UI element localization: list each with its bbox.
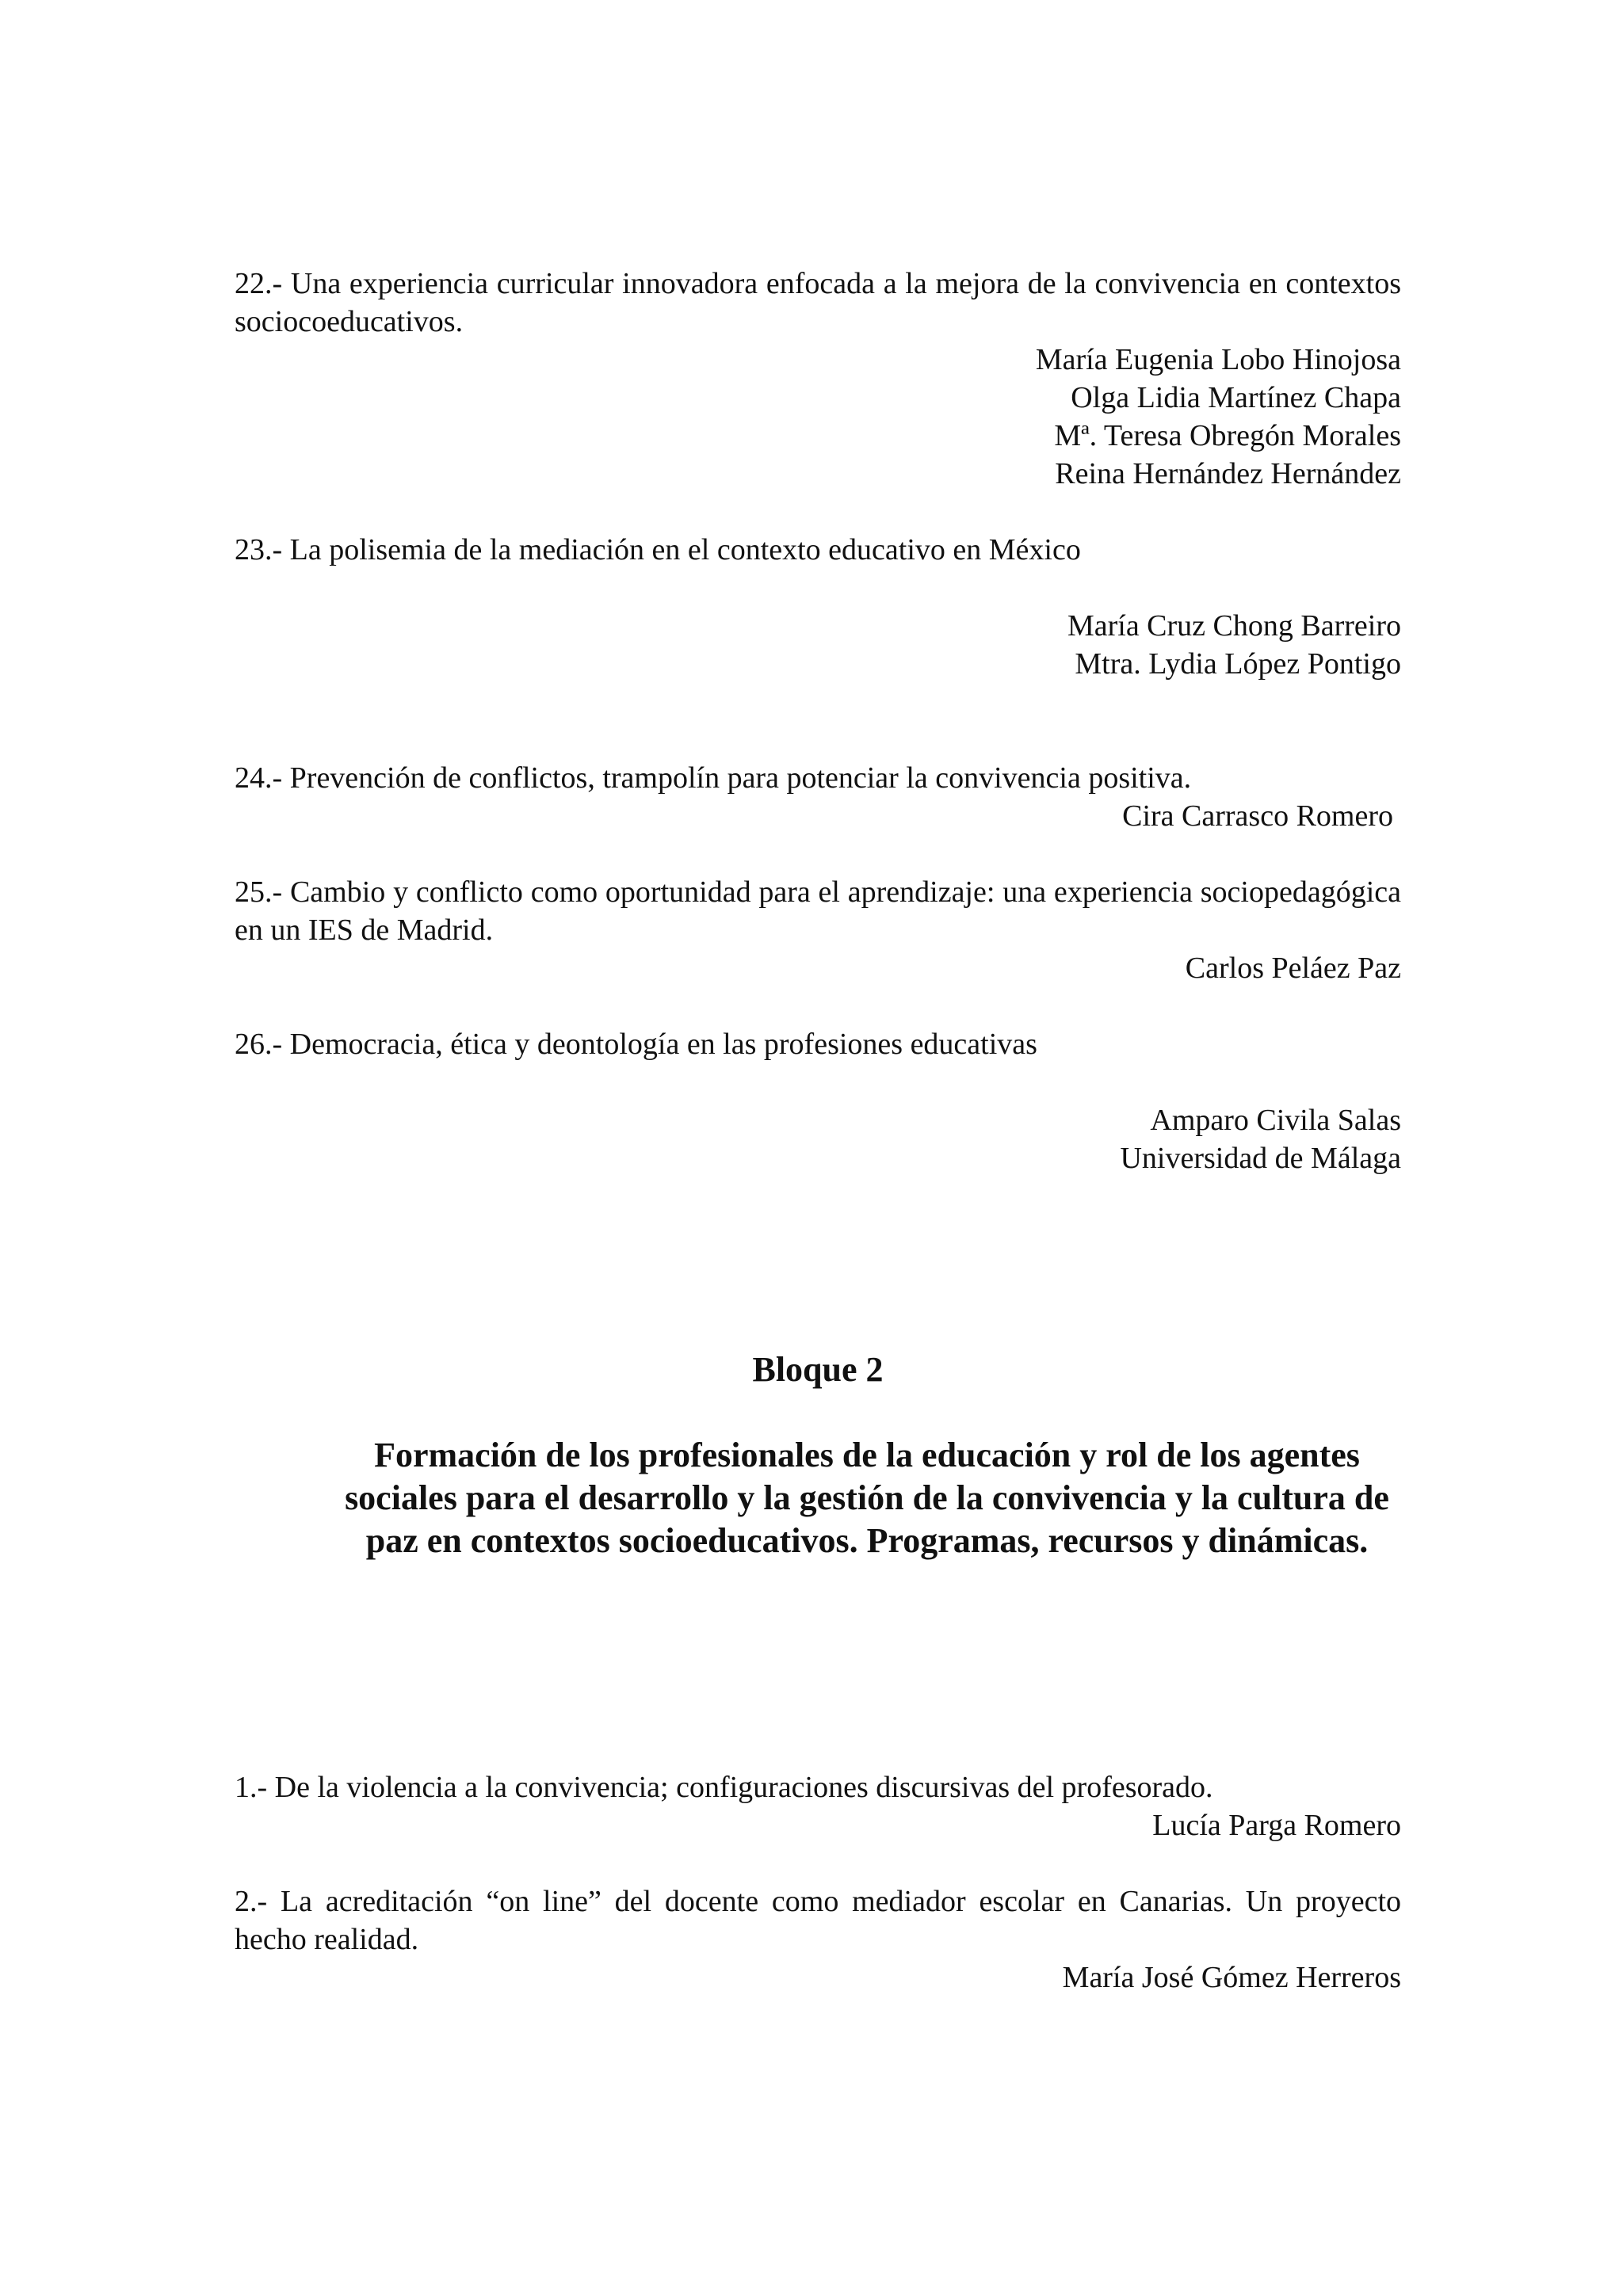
entry-26 — [235, 1025, 1401, 1177]
block-entries-list — [235, 1768, 1401, 1997]
entry-authors — [235, 1806, 1401, 1844]
entry-authors — [235, 1958, 1401, 1997]
block-entry-1 — [235, 1768, 1401, 1844]
author-name: Mª. Teresa Obregón Morales — [1054, 419, 1401, 452]
entry-authors — [235, 607, 1401, 683]
entry-authors — [235, 797, 1401, 835]
entry-title: 26.- Democracia, ética y deontología en las profesiones educativas — [235, 1028, 1037, 1061]
entry-title: 22.- Una experiencia curricular innovadora enfocada a la mejora de la convivencia en contextos sociocoeducativos. — [235, 267, 1401, 338]
author-name: María José Gómez Herreros — [1062, 1961, 1401, 1994]
entry-22 — [235, 265, 1401, 493]
entry-25 — [235, 873, 1401, 987]
author-name: Carlos Peláez Paz — [1185, 952, 1401, 985]
entry-title: 1.- De la violencia a la convivencia; configuraciones discursivas del profesorado. — [235, 1771, 1213, 1804]
entry-title: 25.- Cambio y conflicto como oportunidad para el aprendizaje: una experiencia sociopedagógica en un IES de Madrid. — [235, 875, 1401, 947]
entry-title: 23.- La polisemia de la mediación en el contexto educativo en México — [235, 533, 1081, 566]
author-name: Amparo Civila Salas — [1150, 1104, 1401, 1137]
entry-authors — [235, 341, 1401, 493]
author-name: María Eugenia Lobo Hinojosa — [1035, 343, 1401, 376]
author-affiliation: Universidad de Málaga — [1120, 1142, 1401, 1175]
author-name: Olga Lidia Martínez Chapa — [1071, 381, 1401, 414]
entry-title: 2.- La acreditación “on line” del docente como mediador escolar en Canarias. Un proyecto hecho realidad. — [235, 1885, 1401, 1956]
entries-list — [235, 265, 1401, 1177]
entry-title: 24.- Prevención de conflictos, trampolín para potenciar la convivencia positiva. — [235, 761, 1192, 795]
entry-23 — [235, 531, 1401, 683]
author-name: Lucía Parga Romero — [1152, 1809, 1401, 1842]
author-name: Cira Carrasco Romero — [1122, 799, 1393, 833]
author-name: Reina Hernández Hernández — [1055, 457, 1401, 490]
entry-24 — [235, 759, 1401, 835]
author-name: María Cruz Chong Barreiro — [1067, 609, 1401, 643]
entry-authors — [235, 1101, 1401, 1177]
block-label: Bloque 2 — [752, 1350, 884, 1389]
block-title: Formación de los profesionales de la educación y rol de los agentes sociales para el desarrollo y la gestión de la convivencia y la cultura de paz en contextos socioeducativos. Programas, recursos y dinámicas. — [345, 1436, 1389, 1560]
author-name: Mtra. Lydia López Pontigo — [1075, 647, 1401, 681]
block-entry-2 — [235, 1882, 1401, 1997]
entry-authors — [235, 949, 1401, 987]
